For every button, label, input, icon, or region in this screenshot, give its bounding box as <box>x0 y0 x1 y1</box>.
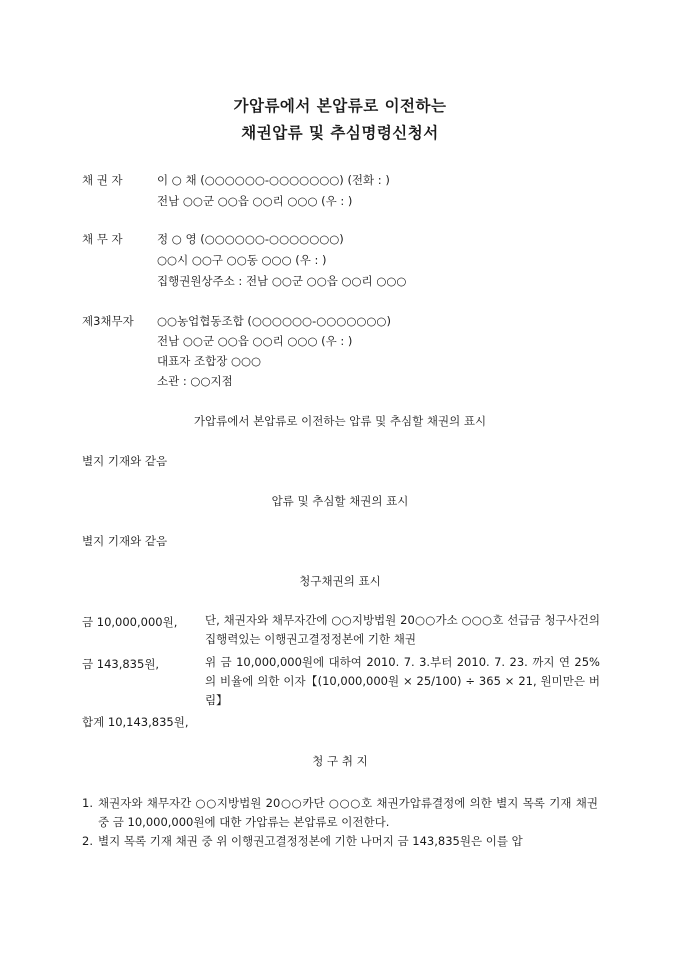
debtor-label: 채 무 자 <box>82 232 123 246</box>
debtor-address: ○○시 ○○구 ○○동 ○○○ (우 : ) <box>157 253 327 267</box>
third-debtor-label: 제3채무자 <box>82 314 134 328</box>
debtor-execution-address: 집행권원상주소 : 전남 ○○군 ○○읍 ○○리 ○○○ <box>157 274 407 288</box>
claim-total: 합계 10,143,835원, <box>82 715 189 729</box>
third-debtor-representative: 대표자 조합장 ○○○ <box>157 354 262 368</box>
section1-heading: 가압류에서 본압류로 이전하는 압류 및 추심할 채권의 표시 <box>193 414 487 428</box>
claim-description-principal: 단, 채권자와 채무자간에 ○○지방법원 20○○가소 ○○○호 선급금 청구사건의 집행력있는 이행권고결정정본에 기한 채권 <box>205 613 600 646</box>
section1-body: 별지 기재와 같음 <box>82 454 168 468</box>
third-debtor-branch: 소관 : ○○지점 <box>157 374 233 388</box>
claim-description-interest: 위 금 10,000,000원에 대하여 2010. 7. 3.부터 2010. 7. 23. 까지 연 25%의 비율에 의한 이자【(10,000,000원 × 25/100) ÷ 365 × 21, 원미만은 버림】 <box>205 655 600 707</box>
claim-amount-principal: 금 10,000,000원, <box>82 615 178 629</box>
section2-body: 별지 기재와 같음 <box>82 534 168 548</box>
purpose-item-number: 2. <box>82 834 93 848</box>
creditor-name: 이 ○ 채 (○○○○○○-○○○○○○○) (전화 : ) <box>157 173 390 187</box>
creditor-label: 채 권 자 <box>82 173 123 187</box>
section2-heading: 압류 및 추심할 채권의 표시 <box>271 494 409 508</box>
document-title-line2: 채권압류 및 추심명령신청서 <box>241 124 439 142</box>
section4-heading: 청 구 취 지 <box>312 754 368 768</box>
creditor-address: 전남 ○○군 ○○읍 ○○리 ○○○ (우 : ) <box>157 194 353 208</box>
document-title-line1: 가압류에서 본압류로 이전하는 <box>233 97 447 115</box>
purpose-item-text: 별지 목록 기재 채권 중 위 이행권고결정정본에 기한 나머지 금 143,835원은 이를 압 <box>98 834 523 848</box>
debtor-name: 정 ○ 영 (○○○○○○-○○○○○○○) <box>157 232 344 246</box>
purpose-item-text: 채권자와 채무자간 ○○지방법원 20○○카단 ○○○호 채권가압류결정에 의한 별지 목록 기재 채권 중 금 10,000,000원에 대한 가압류는 본압류로 이전한다. <box>98 796 598 829</box>
claim-amount-interest: 금 143,835원, <box>82 657 160 671</box>
section3-heading: 청구채권의 표시 <box>299 574 381 588</box>
third-debtor-address: 전남 ○○군 ○○읍 ○○리 ○○○ (우 : ) <box>157 334 353 348</box>
purpose-item-number: 1. <box>82 796 93 810</box>
third-debtor-name: ○○농업협동조합 (○○○○○○-○○○○○○○) <box>157 314 391 328</box>
